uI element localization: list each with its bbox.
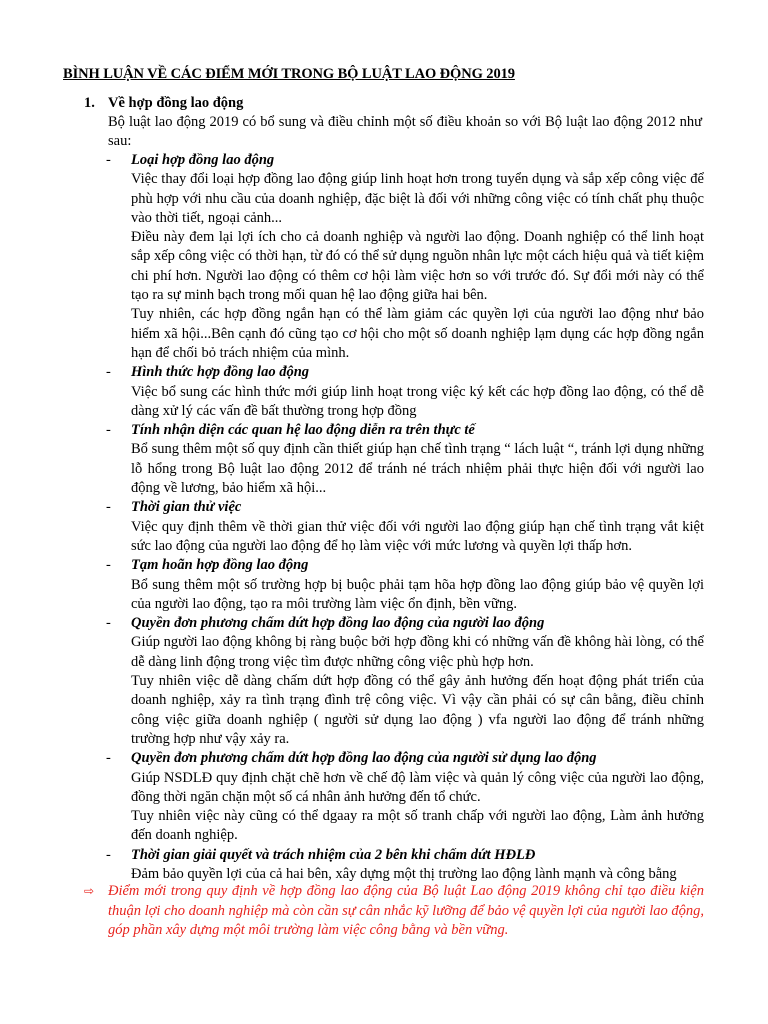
bullet-dash: - <box>106 152 111 168</box>
item-title: Loại hợp đồng lao động <box>131 152 275 168</box>
item-title: Tạm hoãn hợp đồng lao động <box>131 557 309 574</box>
item-title: Tính nhận diện các quan hệ lao động diễn ra trên thực tế <box>131 422 475 439</box>
double-arrow-right-icon: ⇨ <box>84 884 95 898</box>
list-item <box>100 421 704 498</box>
item-paragraph: Bổ sung thêm một số quy định cần thiết giúp hạn chế tình trạng “ lách luật “, tránh lợi dụng những lỗ hổng trong Bộ luật lao động 2012 để tránh né trách nhiệm phải thực hiện đối với người lao động về lương, bảo hiểm xã hội... <box>131 441 704 497</box>
item-paragraph: Đảm bảo quyền lợi của cả hai bên, xây dựng một thị trường lao động lành mạnh và công bằng <box>131 865 677 882</box>
list-item <box>100 614 704 749</box>
bullet-dash: - <box>106 499 111 516</box>
list-item <box>100 498 704 556</box>
item-title: Quyền đơn phương chấm dứt hợp đồng lao động của người sử dụng lao động <box>131 750 597 767</box>
conclusion-text: Điểm mới trong quy định về hợp đồng lao động của Bộ luật Lao động 2019 không chỉ tạo điều kiện thuận lợi cho doanh nghiệp mà còn cần sự cân nhắc kỹ lưỡng để bảo vệ quyền lợi của người lao động, góp phần xây dựng một môi trường làm việc công bằng và bền vững. <box>108 883 704 938</box>
item-paragraph: Việc bổ sung các hình thức mới giúp linh hoạt trong việc ký kết các hợp đồng lao động, có thể dễ dàng xử lý các vấn đề bất thường trong hợp đồng <box>131 383 704 419</box>
section-heading <box>84 94 704 112</box>
list-item <box>100 151 704 363</box>
item-title: Hình thức hợp đồng lao động <box>131 364 310 381</box>
item-title: Thời gian giải quyết và trách nhiệm của 2 bên khi chấm dứt HĐLĐ <box>131 846 536 863</box>
bullet-dash: - <box>106 846 111 863</box>
document-title: BÌNH LUẬN VỀ CÁC ĐIỂM MỚI TRONG BỘ LUẬT LAO ĐỘNG 2019 <box>63 66 515 82</box>
section-intro: Bộ luật lao động 2019 có bổ sung và điều chỉnh một số điều khoản so với Bộ luật lao động 2012 như sau: <box>108 114 702 150</box>
bullet-dash: - <box>106 364 111 381</box>
section-heading-text: Về hợp đồng lao động <box>108 95 244 111</box>
item-paragraph: Điều này đem lại lợi ích cho cả doanh nghiệp và người lao động. Doanh nghiệp có thể linh hoạt sắp xếp công việc có thời hạn, từ đó có thể sử dụng nguồn nhân lực một cách hiệu quả và tiết kiệm chi phí hơn. Người lao động có thêm cơ hội làm việc hơn so với trước đó. Sự đổi mới này có thể tạo ra sự minh bạch trong mối quan hệ lao động giữa hai bên. <box>131 229 704 304</box>
item-paragraph: Giúp người lao động không bị ràng buộc bởi hợp đồng khi có những vấn đề không hài lòng, có thể dễ dàng linh động trong việc tìm được những công việc phù hợp hơn. <box>131 634 704 670</box>
bullet-dash: - <box>106 615 111 632</box>
item-paragraph: Việc thay đổi loại hợp đồng lao động giúp linh hoạt hơn trong tuyển dụng và sắp xếp công việc để phù hợp với nhu cầu của doanh nghiệp, đặc biệt là đối với những công việc có tính chất phụ thuộc vào thời tiết, ngoại cảnh... <box>131 171 704 226</box>
section-number: 1. <box>84 95 95 111</box>
bullet-dash: - <box>106 557 111 574</box>
item-paragraph: Bổ sung thêm một số trường hợp bị buộc phải tạm hõa hợp đồng lao động giúp bảo vệ quyền lợi của người lao động, tạo ra môi trường làm việc ổn định, bền vững. <box>131 576 704 612</box>
bullet-dash: - <box>106 750 111 767</box>
bullet-dash: - <box>106 422 111 439</box>
list-item <box>100 846 704 885</box>
item-paragraph: Tuy nhiên việc này cũng có thể dgaay ra một số tranh chấp với người lao động, Làm ảnh hưởng đến doanh nghiệp. <box>131 808 704 844</box>
list-item <box>100 556 704 614</box>
item-paragraph: Việc quy định thêm về thời gian thử việc đối với người lao động giúp hạn chế tình trạng vắt kiệt sức lao động của người lao động để họ làm việc với mức lương và quyền lợi thấp hơn. <box>131 518 704 554</box>
item-title: Thời gian thử việc <box>131 499 242 516</box>
bullet-list <box>100 151 704 884</box>
item-title: Quyền đơn phương chấm dứt hợp đồng lao động của người lao động <box>131 615 545 632</box>
list-item <box>100 749 704 845</box>
list-item <box>100 363 704 421</box>
item-paragraph: Tuy nhiên, các hợp đồng ngắn hạn có thể làm giảm các quyền lợi của người lao động như bảo hiểm xã hội...Bên cạnh đó cũng tạo cơ hội cho một số doanh nghiệp lạm dụng các hợp đồng ngắn hạn để chối bỏ trách nhiệm của mình. <box>131 306 704 361</box>
conclusion-block <box>84 882 704 941</box>
item-paragraph: Tuy nhiên việc dễ dàng chấm dứt hợp đồng có thể gây ảnh hưởng đến hoạt động phát triển của doanh nghiệp, xảy ra tình trạng đình trệ công việc. Vì vậy cần phải có sự cân bằng, điều chỉnh công việc giữa doanh nghiệp ( người sử dụng lao động ) vfa người lao động để tránh những trường hợp như vậy xảy ra. <box>131 673 704 747</box>
item-paragraph: Giúp NSDLĐ quy định chặt chẽ hơn về chế độ làm việc và quản lý công việc của người lao động, đồng thời ngăn chặn một số cá nhân ảnh hưởng đến tổ chức. <box>131 769 704 805</box>
